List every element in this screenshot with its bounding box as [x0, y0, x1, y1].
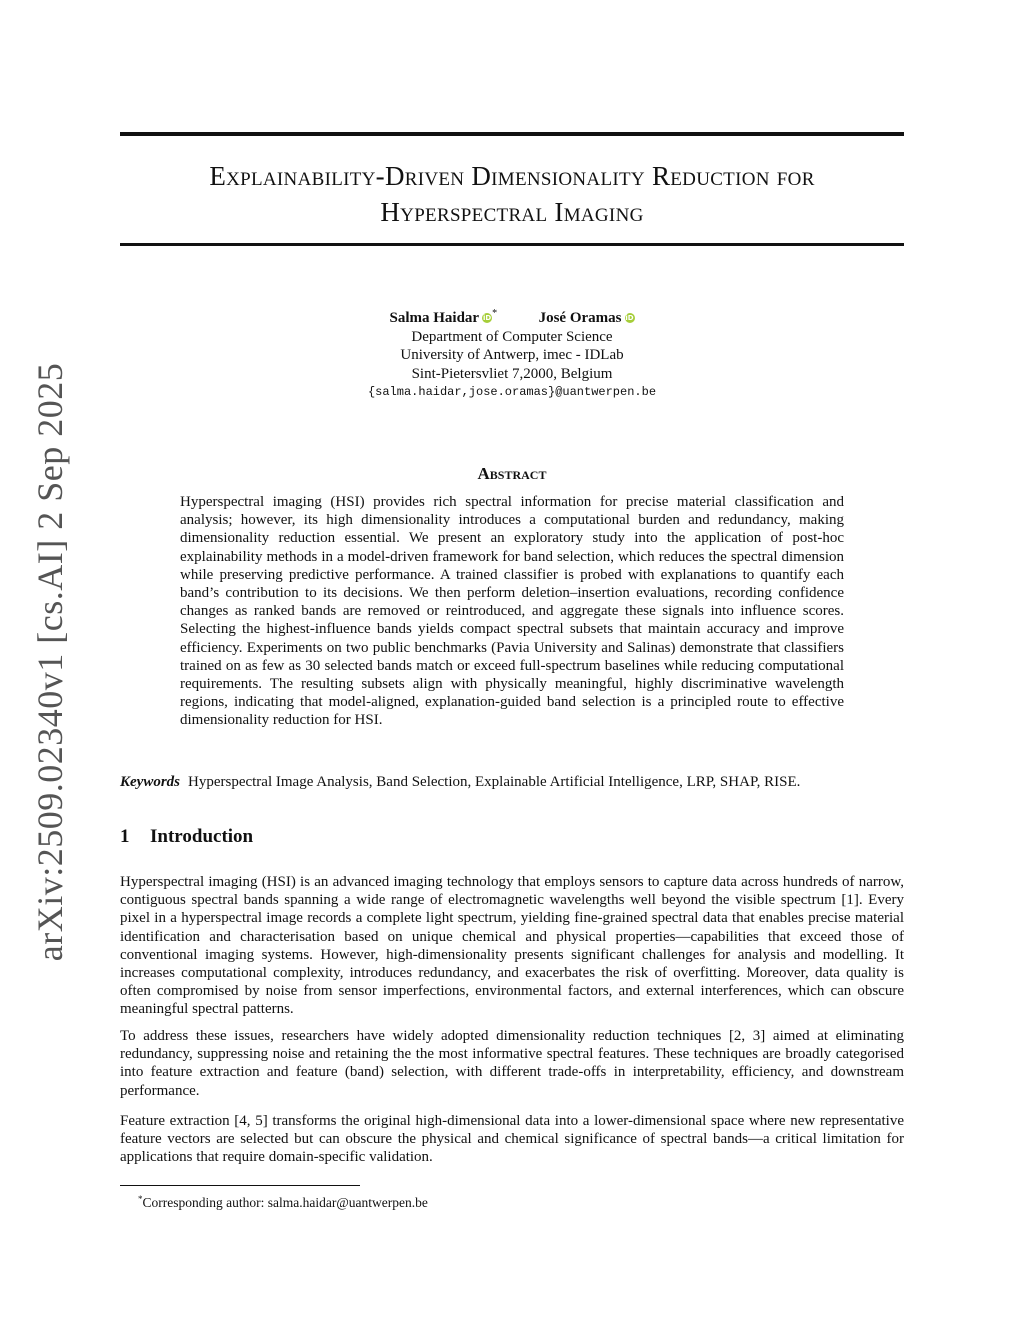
body-paragraph: Hyperspectral imaging (HSI) is an advanced imaging technology that employs sensors to capture data across hundreds of narrow, contiguous spectral bands spanning a wide range of electromagnetic wavelengths well beyond the visible spectrum [1]. Every pixel in a hyperspectral image records a complete light spectrum, yielding fine-grained spectral data that enables precise material identification and characterisation based on unique chemical and physical properties—capabilities that exceed those of conventional imaging systems. However, high-dimensionality presents significant challenges for analysis and modelling. It increases computational complexity, introduces redundancy, and exacerbates the risk of overfitting. Moreover, data quality is often compromised by noise from sensor imperfections, environmental factors, and external interferences, which can obscure meaningful spectral patterns. [120, 874, 904, 1018]
keywords-label: Keywords [120, 774, 180, 790]
keywords-text: Hyperspectral Image Analysis, Band Selection, Explainable Artificial Intelligence, LRP, SHAP, RISE. [188, 774, 801, 790]
abstract-heading: Abstract [477, 464, 547, 483]
title-top-rule [120, 132, 904, 136]
title-line-1: Explainability-Driven Dimensionality Reduction for [209, 161, 815, 191]
author-university: University of Antwerp, imec - IDLab [400, 347, 624, 363]
section-title: Introduction [150, 826, 254, 847]
author-email: {salma.haidar,jose.oramas}@uantwerpen.be [367, 385, 657, 399]
arxiv-identifier: arXiv:2509.02340v1 [cs.AI] 2 Sep 2025 [30, 362, 70, 962]
section-heading [120, 826, 253, 848]
section-number: 1 [120, 826, 130, 847]
keywords [120, 773, 904, 791]
title-bottom-rule [120, 243, 904, 246]
footnote-text: Corresponding author: salma.haidar@uantwerpen.be [142, 1195, 428, 1210]
footnote-rule [120, 1185, 360, 1186]
author-names [220, 305, 804, 328]
orcid-icon[interactable]: iD [625, 314, 634, 322]
orcid-icon[interactable]: iD [482, 314, 492, 322]
paper-title [120, 158, 904, 230]
author-block [220, 305, 804, 402]
author-name: Salma Haidar [389, 310, 480, 326]
body-paragraph: Feature extraction [4, 5] transforms the original high-dimensional data into a lower-dimensional space where new representative feature vectors are selected but can obscure the physical and chemical significance of spectral bands—a critical limitation for applications that require domain-specific validation. [120, 1113, 904, 1166]
abstract-text: Hyperspectral imaging (HSI) provides rich spectral information for precise material classification and analysis; however, its high dimensionality introduces a computational burden and redundancy, making dimensionality reduction essential. We present an exploratory study into the application of post-hoc explainability methods in a model-driven framework for band selection, which reduces the spectral dimension while preserving predictive performance. A trained classifier is probed with explanations to quantify each band’s contribution to its decisions. We then perform deletion–insertion evaluations, recording confidence changes as ranked bands are removed or reintroduced, and aggregate these signals into influence scores. Selecting the highest-influence bands yields compact spectral subsets that maintain accuracy and improve efficiency. Experiments on two public benchmarks (Pavia University and Salinas) demonstrate that classifiers trained on as few as 30 selected bands match or exceed full-spectrum baselines while reducing computational requirements. The resulting subsets align with physically meaningful, highly discriminative wavelength regions, indicating that model-aligned, explanation-guided band selection is a principled route to effective dimensionality reduction for HSI. [180, 494, 844, 729]
author-name: José Oramas [538, 310, 622, 326]
footnote-mark: * [138, 1194, 143, 1204]
author-address: Sint-Pietersvliet 7,2000, Belgium [411, 365, 613, 382]
footnote [138, 1191, 428, 1211]
corresponding-mark: * [492, 308, 498, 319]
title-line-2: Hyperspectral Imaging [380, 197, 644, 227]
author-department: Department of Computer Science [411, 328, 613, 345]
body-paragraph: To address these issues, researchers have widely adopted dimensionality reduction techniques [2, 3] aimed at eliminating redundancy, suppressing noise and retaining the the most informative spectral features. These techniques are broadly categorised into feature extraction and feature (band) selection, with different trade-offs in interpretability, efficiency, and downstream performance. [120, 1028, 904, 1099]
